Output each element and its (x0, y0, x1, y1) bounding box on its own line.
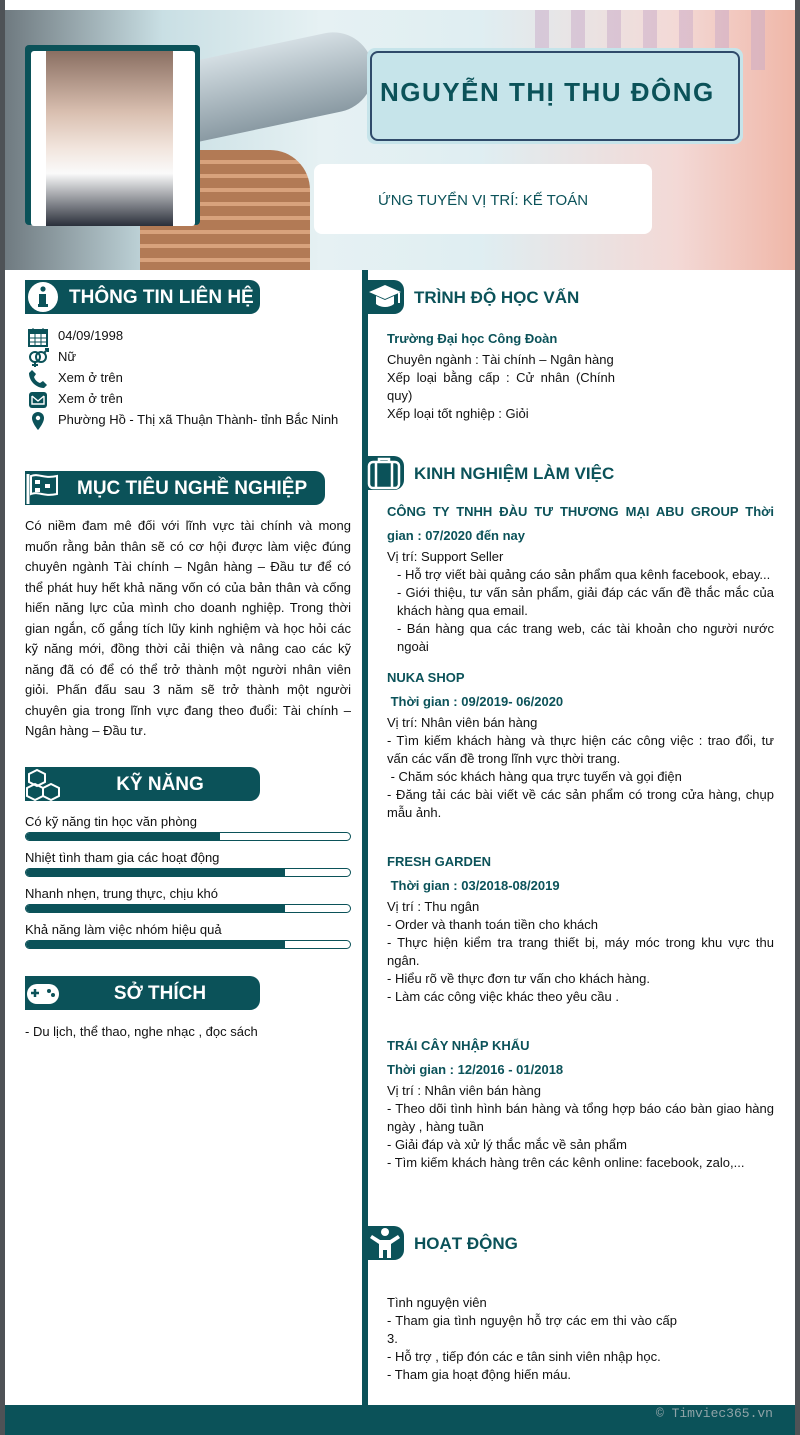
flag-icon (25, 471, 61, 505)
contact-list (25, 325, 345, 430)
activities-title: HOẠT ĐỘNG (414, 1234, 518, 1253)
person-icon (366, 1226, 404, 1260)
briefcase-icon (366, 456, 404, 490)
job-line: - Bán hàng qua các trang web, các tài khoản cho người nước ngoài (397, 621, 774, 654)
job-line: - Chăm sóc khách hàng qua trực tuyến và gọi điện (387, 769, 682, 784)
hobbies-title: SỞ THÍCH (113, 983, 207, 1004)
job-company: NUKA SHOP (387, 670, 465, 685)
education-line: Xếp loại bằng cấp : Cử nhân (Chính quy) (387, 370, 615, 403)
skill-bar (25, 868, 351, 877)
info-icon (25, 280, 61, 314)
phone-value: Xem ở trên (58, 370, 123, 385)
education-title: TRÌNH ĐỘ HỌC VẤN (414, 288, 580, 307)
objective-title: MỤC TIÊU NGHỀ NGHIỆP (77, 478, 308, 499)
job-line: Vị trí: Support Seller (387, 549, 504, 564)
job-item (387, 500, 774, 656)
gamepad-icon (25, 976, 61, 1010)
job-line: Vị trí : Nhân viên bán hàng (387, 1083, 541, 1098)
objective-text: Có niềm đam mê đối với lĩnh vực tài chính và mong muốn rằng bản thân sẽ có cơ hội được làm việc đúng chuyên ngành Tài chính – Ngân hàng – Đầu tư để có thể phát huy hết khả năng vốn có của bản thân và cống hiến năng lực của mình cho doanh nghiệp. Trong thời gian ngắn, cố gắng tích lũy kinh nghiệm và học hỏi các kỹ năng mới, đồng thời cải thiện và nâng cao các kỹ năng đã có để có thể trở thành một người nhân viên giỏi. Phấn đấu sau 3 năm sẽ trở thành một người chuyên gia trong lĩnh vực đang theo đuổi: Tài chính – Ngân hàng – Đầu tư. (25, 518, 351, 738)
job-company: FRESH GARDEN (387, 854, 492, 869)
skill-label: Có kỹ năng tin học văn phòng (25, 814, 198, 829)
objective-heading (25, 471, 325, 505)
activities-content (387, 1294, 677, 1384)
job-line: - Tìm kiếm khách hàng và thực hiện các công việc : trao đổi, tư vấn các vấn đề trong lĩnh vực thời trang. (387, 733, 774, 766)
skill-item (25, 922, 351, 958)
school-name: Trường Đại học Công Đoàn (387, 331, 558, 346)
avatar (31, 51, 195, 226)
job-line: - Thực hiện kiểm tra trang thiết bị, máy móc trong khu vực thu ngân. (387, 935, 774, 968)
skill-item (25, 850, 351, 886)
skill-label: Nhanh nhẹn, trung thực, chịu khó (25, 886, 218, 901)
contact-address (25, 409, 345, 430)
job-line: - Theo dõi tình hình bán hàng và tổng hợp báo cáo bàn giao hàng ngày , hàng tuần (387, 1101, 774, 1134)
job-line: - Tìm kiếm khách hàng trên các kênh online: facebook, zalo,... (387, 1155, 745, 1170)
candidate-name: NGUYỄN THỊ THU ĐÔNG (370, 51, 740, 141)
contact-birthday (25, 325, 345, 346)
gender-icon (28, 348, 50, 368)
skill-item (25, 814, 351, 850)
footer-watermark[interactable]: © Timviec365.vn (655, 1406, 773, 1421)
name-box (367, 48, 743, 144)
skills-heading (25, 767, 260, 801)
hobbies-text: - Du lịch, thể thao, nghe nhạc , đọc sách (25, 1024, 258, 1039)
activity-line: Tình nguyện viên (387, 1295, 487, 1310)
contact-email (25, 388, 345, 409)
skill-bar (25, 904, 351, 913)
avatar-frame (25, 45, 200, 225)
job-company: TRÁI CÂY NHẬP KHẨU (387, 1038, 530, 1053)
job-item (387, 1034, 774, 1172)
skill-bar-fill (26, 833, 220, 840)
avatar-image (46, 51, 173, 226)
activity-line: - Hỗ trợ , tiếp đón các e tân sinh viên nhập học. (387, 1349, 661, 1364)
job-line: - Đăng tải các bài viết về các sản phẩm có trong cửa hàng, chụp mẫu ảnh. (387, 787, 774, 820)
skill-bar-fill (26, 941, 285, 948)
skills-list (25, 814, 351, 958)
experience-title: KINH NGHIỆM LÀM VIỆC (414, 464, 615, 483)
calendar-icon (28, 327, 48, 347)
job-line: - Hiểu rõ về thực đơn tư vấn cho khách hàng. (387, 971, 650, 986)
job-item (387, 850, 774, 1006)
skill-label: Nhiệt tình tham gia các hoạt động (25, 850, 220, 865)
skill-bar-fill (26, 869, 285, 876)
email-icon (28, 390, 48, 410)
skill-bar (25, 940, 351, 949)
job-time: Thời gian : 12/2016 - 01/2018 (387, 1062, 564, 1077)
job-line: Vị trí : Thu ngân (387, 899, 480, 914)
header-banner (5, 10, 795, 270)
activity-line: - Tham gia tình nguyện hỗ trợ các em thi vào cấp 3. (387, 1313, 677, 1346)
job-line: - Hỗ trợ viết bài quảng cáo sản phẩm qua kênh facebook, ebay... (397, 567, 771, 582)
skill-bar (25, 832, 351, 841)
job-time: Thời gian : 09/2019- 06/2020 (387, 694, 564, 709)
job-time: Thời gian : 03/2018-08/2019 (387, 878, 560, 893)
job-company: CÔNG TY TNHH ĐÀU TƯ THƯƠNG MẠI ABU GROUP Thời gian : 07/2020 đến nay (387, 504, 774, 543)
skills-title: KỸ NĂNG (116, 774, 204, 795)
job-item (387, 666, 774, 822)
education-line: Chuyên ngành : Tài chính – Ngân hàng (387, 352, 614, 367)
activity-line: - Tham gia hoạt động hiến máu. (387, 1367, 572, 1382)
footer (5, 1405, 795, 1435)
cubes-icon (25, 767, 61, 801)
contact-gender (25, 346, 345, 367)
applied-position: ỨNG TUYỂN VỊ TRÍ: KẾ TOÁN (314, 164, 652, 234)
contact-phone (25, 367, 345, 388)
contact-title: THÔNG TIN LIÊN HỆ (69, 287, 254, 308)
job-line: - Order và thanh toán tiền cho khách (387, 917, 599, 932)
skill-label: Khả năng làm việc nhóm hiệu quả (25, 922, 222, 937)
email-value: Xem ở trên (58, 391, 123, 406)
skill-item (25, 886, 351, 922)
phone-icon (28, 369, 48, 389)
address-value: Phường Hồ - Thị xã Thuận Thành- tỉnh Bắc Ninh (58, 412, 339, 427)
hobbies-heading (25, 976, 260, 1010)
job-line: - Làm các công việc khác theo yêu cầu . (387, 989, 619, 1004)
birthday-value: 04/09/1998 (58, 328, 124, 343)
education-line: Xếp loại tốt nghiệp : Giỏi (387, 406, 529, 421)
job-line: - Giới thiệu, tư vấn sản phẩm, giải đáp các vấn đề thắc mắc của khách hàng qua email. (397, 585, 774, 618)
location-pin-icon (28, 411, 48, 431)
job-line: Vị trí: Nhân viên bán hàng (387, 715, 538, 730)
graduation-cap-icon (366, 280, 404, 314)
education-content (387, 327, 774, 423)
contact-heading (25, 280, 260, 314)
gender-value: Nữ (58, 349, 77, 364)
job-line: - Giải đáp và xử lý thắc mắc về sản phẩm (387, 1137, 627, 1152)
skill-bar-fill (26, 905, 285, 912)
